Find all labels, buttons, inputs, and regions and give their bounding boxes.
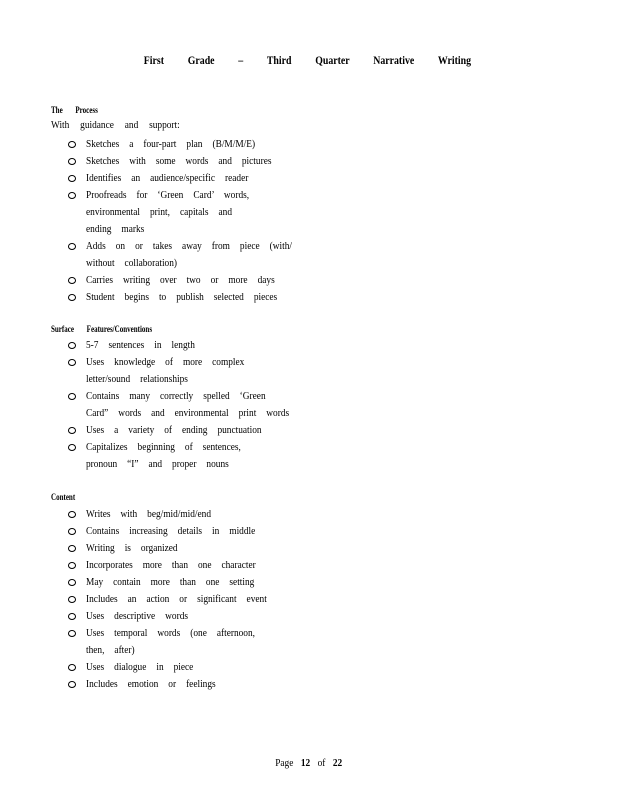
list-item: Uses knowledge of more complex letter/sound relationships — [68, 354, 325, 388]
list-item: Uses dialogue in piece — [68, 659, 299, 676]
circle-bullet-icon — [68, 562, 76, 569]
list-item: Uses temporal words (one afternoon, then, after) — [68, 625, 299, 659]
circle-bullet-icon — [68, 243, 76, 250]
list-item: May contain more than one setting — [68, 574, 299, 591]
list-item: Adds on or takes away from piece (with/ without collaboration) — [68, 238, 328, 272]
process-list — [68, 136, 328, 306]
circle-bullet-icon — [68, 141, 76, 148]
circle-bullet-icon — [68, 579, 76, 586]
list-item: Contains many correctly spelled ‘Green Card” words and environmental print words — [68, 388, 325, 422]
circle-bullet-icon — [68, 277, 76, 284]
list-item: Sketches a four-part plan (B/M/M/E) — [68, 136, 328, 153]
surface-heading: Surface Features/Conventions — [51, 324, 153, 334]
list-item: Contains increasing details in middle — [68, 523, 299, 540]
process-intro: With guidance and support: — [51, 119, 180, 131]
circle-bullet-icon — [68, 359, 76, 366]
list-item: Writes with beg/mid/mid/end — [68, 506, 299, 523]
page-footer — [46, 757, 571, 769]
circle-bullet-icon — [68, 596, 76, 603]
circle-bullet-icon — [68, 444, 76, 451]
circle-bullet-icon — [68, 613, 76, 620]
circle-bullet-icon — [68, 630, 76, 637]
process-heading: The Process — [51, 105, 98, 115]
circle-bullet-icon — [68, 158, 76, 165]
circle-bullet-icon — [68, 192, 76, 199]
list-item: Capitalizes beginning of sentences, pronoun “I” and proper nouns — [68, 439, 325, 473]
circle-bullet-icon — [68, 175, 76, 182]
list-item: Student begins to publish selected pieces — [68, 289, 328, 306]
circle-bullet-icon — [68, 427, 76, 434]
list-item: Uses descriptive words — [68, 608, 299, 625]
of-label: of — [317, 757, 326, 769]
list-item: Sketches with some words and pictures — [68, 153, 328, 170]
circle-bullet-icon — [68, 511, 76, 518]
list-item: Incorporates more than one character — [68, 557, 299, 574]
page-label: Page — [275, 757, 294, 769]
list-item: Includes emotion or feelings — [68, 676, 299, 693]
list-item: Identifies an audience/specific reader — [68, 170, 328, 187]
content-list — [68, 506, 299, 693]
list-item: 5-7 sentences in length — [68, 337, 325, 354]
total-pages: 22 — [332, 757, 343, 769]
list-item: Carries writing over two or more days — [68, 272, 328, 289]
list-item: Includes an action or significant event — [68, 591, 299, 608]
circle-bullet-icon — [68, 528, 76, 535]
document-title: First Grade – Third Quarter Narrative Writing — [143, 53, 472, 67]
page-number: 12 — [300, 757, 311, 769]
list-item: Proofreads for ‘Green Card’ words, environmental print, capitals and ending marks — [68, 187, 328, 238]
circle-bullet-icon — [68, 545, 76, 552]
content-heading: Content — [51, 492, 76, 502]
list-item: Writing is organized — [68, 540, 299, 557]
list-item: Uses a variety of ending punctuation — [68, 422, 325, 439]
circle-bullet-icon — [68, 342, 76, 349]
circle-bullet-icon — [68, 664, 76, 671]
circle-bullet-icon — [68, 681, 76, 688]
circle-bullet-icon — [68, 393, 76, 400]
surface-list — [68, 337, 325, 473]
circle-bullet-icon — [68, 294, 76, 301]
